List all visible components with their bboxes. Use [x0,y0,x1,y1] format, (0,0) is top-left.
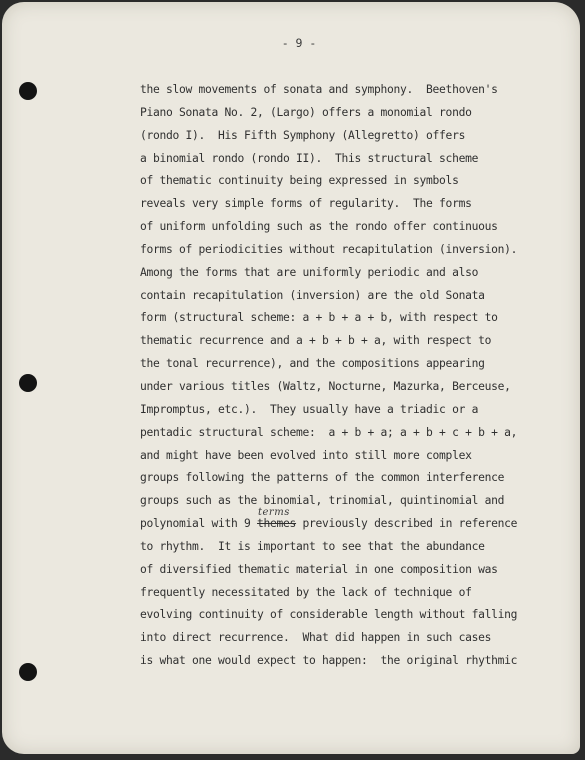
text-line: forms of periodicities without recapitulation (inversion). [140,242,518,256]
text-line: (rondo I). His Fifth Symphony (Allegretto) offers [140,128,466,142]
text-line: the slow movements of sonata and symphony. Beethoven's [140,83,498,96]
text-line: to rhythm. It is important to see that the abundance [140,539,485,553]
text-line: of diversified thematic material in one composition was [140,562,498,576]
text-line: evolving continuity of considerable length without falling [140,608,518,622]
binder-hole-top [19,82,37,100]
binder-hole-middle [19,374,37,392]
text-line: Impromptus, etc.). They usually have a triadic or a [140,402,479,416]
text-line: groups following the patterns of the common interference [140,471,505,485]
text-line: is what one would expect to happen: the original rhythmic [140,654,518,668]
text-line: of thematic continuity being expressed in symbols [140,174,459,188]
handwritten-correction: terms [258,507,290,519]
struck-word: themes [257,517,297,531]
binder-hole-bottom [19,663,37,681]
text-line: reveals very simple forms of regularity. The forms [140,197,472,211]
text-line: Among the forms that are uniformly periodic and also [140,265,479,279]
text-line: and might have been evolved into still more complex [140,448,472,462]
text-segment: polynomial with 9 [140,517,258,531]
text-line: contain recapitulation (inversion) are the old Sonata [140,288,485,302]
text-line: form (structural scheme: a + b + a + b, with respect to [140,311,498,325]
text-line: the tonal recurrence), and the compositions appearing [140,357,485,371]
text-line: groups such as the binomial, trinomial, quintinomial and [140,494,505,508]
text-line: thematic recurrence and a + b + b + a, with respect to [140,334,492,348]
text-line: Piano Sonata No. 2, (Largo) offers a monomial rondo [140,105,472,119]
text-line: of uniform unfolding such as the rondo offer continuous [140,220,498,234]
text-line: a binomial rondo (rondo II). This structural scheme [140,151,479,165]
text-line: pentadic structural scheme: a + b + a; a + b + c + b + a, [140,425,518,439]
text-line: into direct recurrence. What did happen in such cases [140,631,492,645]
typewritten-text-block [140,82,560,676]
text-segment: previously described in reference [296,517,518,531]
text-line: frequently necessitated by the lack of technique of [140,585,472,599]
document-page [2,2,580,754]
text-line: under various titles (Waltz, Nocturne, Mazurka, Berceuse, [140,379,511,393]
text-line-with-correction [140,507,560,539]
page-number: - 9 - [281,36,317,50]
